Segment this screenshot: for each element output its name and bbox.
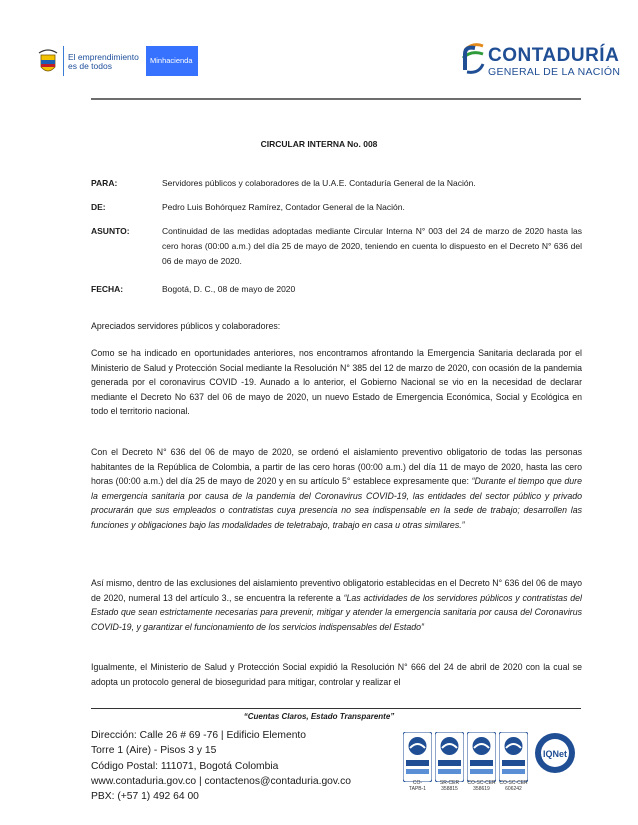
- paragraph-2-text: Con el Decreto N° 636 del 06 de mayo de 2020, se ordenó el aislamiento preventivo obligatorio de todas las personas habitantes de la República de Colombia, a partir de las cero horas (00:00 a.m.) del día 11 de mayo de 2020, hasta las cero horas (00:00 a.m.) del día 25 de mayo de 2020 y en su artículo 5° establece expresamente que:: [91, 447, 582, 486]
- paragraph-4: Igualmente, el Ministerio de Salud y Protección Social expidió la Resolución N° 666 del 24 de abril de 2020 con la cual se adopta un protocolo general de bioseguridad para mitigar, controlar y realizar el: [91, 662, 582, 687]
- contaduria-logo-icon: [459, 40, 489, 76]
- gov-logo-line1: El emprendimiento: [68, 52, 139, 62]
- ministry-logo-text: Minhacienda: [150, 56, 193, 65]
- asunto-label: ASUNTO:: [91, 226, 130, 236]
- gov-logo-line2: es de todos: [68, 61, 112, 71]
- ohsas-cert-icon: [467, 732, 496, 782]
- de-label: DE:: [91, 202, 106, 212]
- asunto-value: Continuidad de las medidas adoptadas mediante Circular Interna N° 003 del 24 de marzo de 2020 hasta las cero horas (00:00 a.m.) del día 25 de mayo de 2020, teniendo en cuenta lo dispuesto en el Decreto N° 636 del 06 de mayo de 2020.: [162, 226, 582, 266]
- greeting: Apreciados servidores públicos y colaboradores:: [91, 321, 281, 331]
- footer-tower: Torre 1 (Aire) - Pisos 3 y 15: [91, 745, 217, 757]
- fecha-label: FECHA:: [91, 284, 124, 294]
- para-value: Servidores públicos y colaboradores de la U.A.E. Contaduría General de la Nación.: [162, 178, 476, 188]
- footer-postal: Código Postal: 111071, Bogotá Colombia: [91, 760, 279, 772]
- header-rule: [91, 98, 581, 100]
- org-subtitle: GENERAL DE LA NACIÓN: [488, 66, 621, 78]
- footer-web: www.contaduria.gov.co | contactenos@contaduria.gov.co: [91, 775, 352, 787]
- logo-divider: [63, 46, 64, 76]
- coat-of-arms-icon: [37, 47, 59, 77]
- paragraph-1: Como se ha indicado en oportunidades anteriores, nos encontramos afrontando la Emergencia Sanitaria declarada por el Ministerio de Salud y Protección Social mediante la Resolución N° 385 del 12 de marzo de 2020, con ocasión de la pandemia generada por el coronavirus COVID -19. Aunado a lo anterior, el Gobierno Nacional se vio en la necesidad de declarar mediante el Decreto No 637 del 06 de mayo de 2020, un nuevo Estado de Emergencia Económica, Social y Ecológica en todo el territorio nacional.: [91, 348, 582, 416]
- paragraph-2-quote: “Durante el tiempo que dure la emergencia sanitaria por causa de la pandemia del Coronavirus COVID-19, las entidades del sector público y privado procurarán que sus empleados o contratistas cuya presencia no sea indispensable en la sede de trabajo; desarrollen las funciones y obligaciones bajo las modalidades de teletrabajo, trabajo en casa u otras similares.”: [91, 476, 582, 530]
- paragraph-2: [91, 445, 582, 532]
- footer-phone: PBX: (+57 1) 492 64 00: [91, 791, 199, 803]
- cert-code-2: SR-CER 358815: [439, 780, 460, 792]
- paragraph-3-quote: “Las actividades de los servidores públicos y contratistas del Estado que sean estrictamente necesarias para prevenir, mitigar y atender la emergencia sanitaria por causa del Coronavirus COVID-19, y garantizar el funcionamiento de los servicios indispensables del Estado”: [91, 592, 582, 632]
- org-name: CONTADURÍA: [488, 45, 620, 66]
- de-value: Pedro Luis Bohórquez Ramírez, Contador General de la Nación.: [162, 202, 405, 212]
- gov-logo-text: [68, 53, 139, 71]
- footer-rule: [91, 708, 581, 709]
- footer-contact: [91, 728, 351, 804]
- cert-code-1: CO- TAPB-1: [408, 780, 427, 792]
- footer-slogan: “Cuentas Claros, Estado Transparente”: [243, 712, 395, 721]
- cert-code-3: CO-SC-CER 358619: [467, 780, 496, 792]
- footer-address: Dirección: Calle 26 # 69 -76 | Edificio Elemento: [91, 730, 307, 741]
- cert-code-4: CO-SC-CER 606242: [499, 780, 528, 792]
- iqnet-label: IQNet: [542, 749, 568, 759]
- para-label: PARA:: [91, 178, 118, 188]
- circular-title: CIRCULAR INTERNA No. 008: [260, 139, 378, 149]
- paragraph-3: [91, 576, 582, 634]
- paragraph-3-text: Así mismo, dentro de las exclusiones del aislamiento preventivo obligatorio establecidas en el Decreto N° 636 del 06 de mayo de 2020, numeral 13 del artículo 3., se encuentra la referente a: [91, 578, 582, 603]
- iso-9001-cert-icon: [403, 732, 432, 782]
- iso-14001-cert-icon: [435, 732, 464, 782]
- fecha-value: Bogotá, D. C., 08 de mayo de 2020: [162, 284, 296, 294]
- iso-27001-cert-icon: [499, 732, 528, 782]
- iqnet-cert-icon: [534, 732, 576, 774]
